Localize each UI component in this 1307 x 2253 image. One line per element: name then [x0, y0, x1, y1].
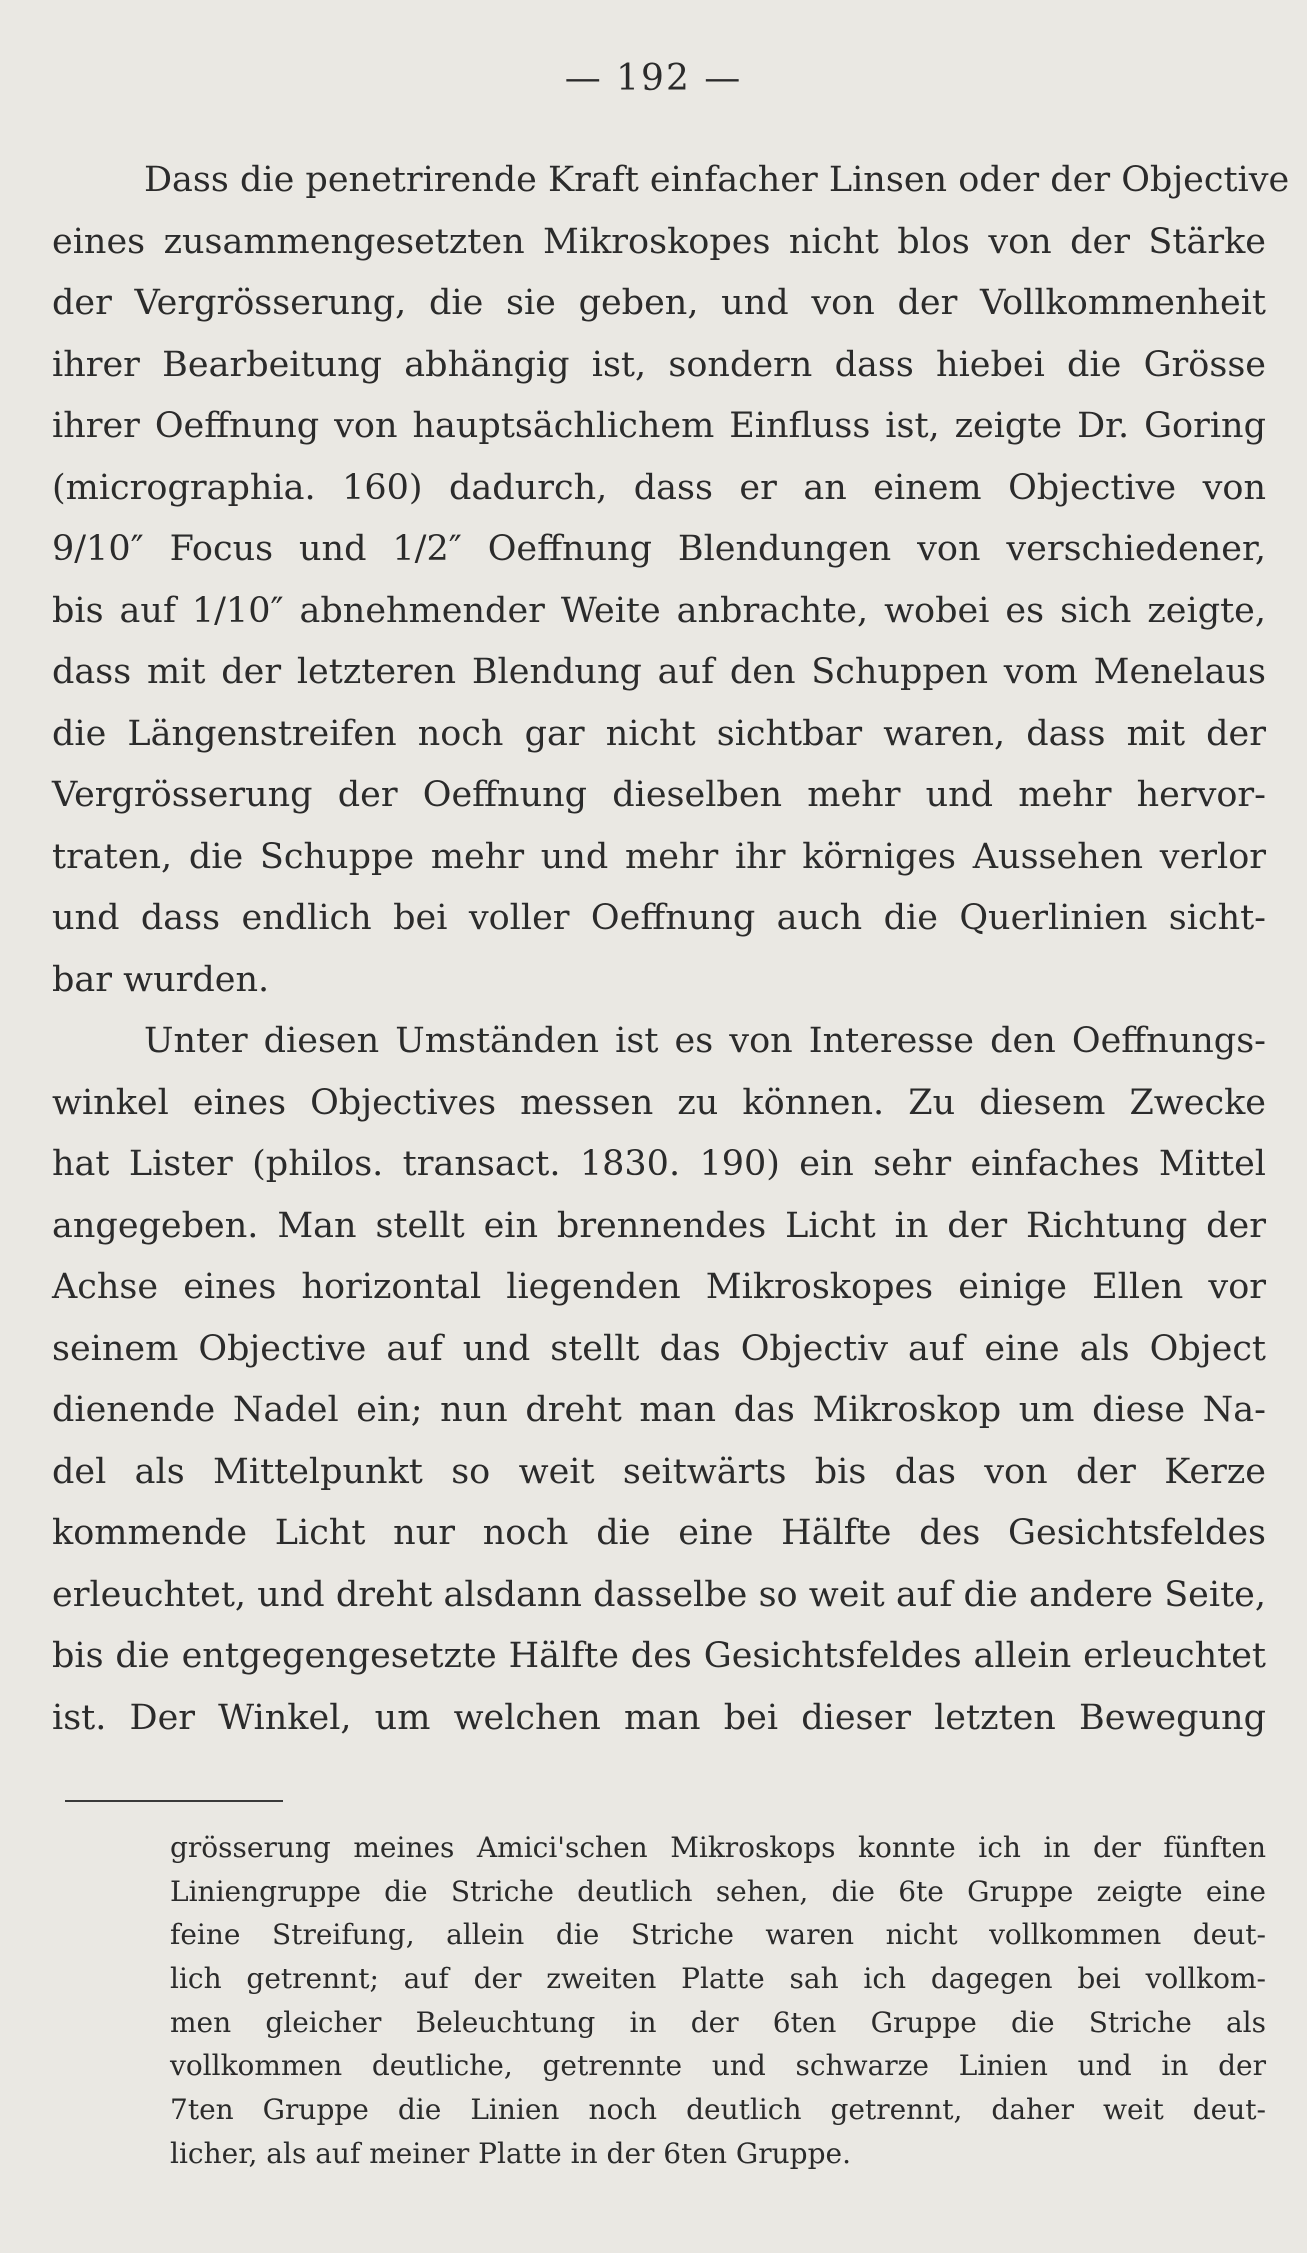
- text-line: Dass die penetrirende Kraft einfacher Linsen oder der Objective: [144, 160, 1290, 200]
- text-line: bar wurden.: [52, 959, 270, 1000]
- text-line: (micrographia. 160) dadurch, dass er an einem Objective von: [52, 467, 1266, 508]
- text-line: bis auf 1/10″ abnehmender Weite anbrachte, wobei es sich zeigte,: [52, 590, 1266, 631]
- text-line: dienende Nadel ein; nun dreht man das Mikroskop um diese Na-: [52, 1390, 1266, 1430]
- text-line: ihrer Oeffnung von hauptsächlichem Einfluss ist, zeigte Dr. Goring: [52, 406, 1266, 446]
- text-line: der Vergrösserung, die sie geben, und von der Vollkommenheit: [52, 283, 1266, 323]
- text-line: Unter diesen Umständen ist es von Interesse den Oeffnungs-: [144, 1021, 1266, 1061]
- footnote-line: lich getrennt; auf der zweiten Platte sah ich dagegen bei vollkom-: [170, 1962, 1266, 1996]
- text-line: ihrer Bearbeitung abhängig ist, sondern dass hiebei die Grösse: [52, 344, 1266, 385]
- footnote-line: licher, als auf meiner Platte in der 6ten Gruppe.: [170, 2136, 851, 2170]
- text-line: erleuchtet, und dreht alsdann dasselbe so weit auf die andere Seite,: [52, 1574, 1266, 1615]
- text-line: eines zusammengesetzten Mikroskopes nicht blos von der Stärke: [52, 221, 1266, 262]
- text-line: dass mit der letzteren Blendung auf den Schuppen vom Menelaus: [52, 652, 1266, 692]
- text-line: und dass endlich bei voller Oeffnung auch die Querlinien sicht-: [52, 898, 1266, 938]
- page-number: — 192 —: [564, 58, 743, 99]
- text-line: angegeben. Man stellt ein brennendes Licht in der Richtung der: [52, 1205, 1266, 1246]
- text-line: Vergrösserung der Oeffnung dieselben mehr und mehr hervor-: [52, 775, 1266, 815]
- text-line: die Längenstreifen noch gar nicht sichtbar waren, dass mit der: [52, 713, 1266, 754]
- footnote-line: feine Streifung, allein die Striche waren nicht vollkommen deut-: [170, 1918, 1266, 1952]
- text-line: seinem Objective auf und stellt das Objectiv auf eine als Object: [52, 1328, 1266, 1369]
- text-line: Achse eines horizontal liegenden Mikroskopes einige Ellen vor: [52, 1267, 1266, 1307]
- text-line: ist. Der Winkel, um welchen man bei dieser letzten Bewegung: [52, 1697, 1266, 1738]
- text-line: bis die entgegengesetzte Hälfte des Gesichtsfeldes allein erleuchtet: [52, 1636, 1266, 1676]
- footnote-line: vollkommen deutliche, getrennte und schwarze Linien und in der: [170, 2049, 1266, 2083]
- footnote-line: men gleicher Beleuchtung in der 6ten Gruppe die Striche als: [170, 2005, 1266, 2039]
- text-line: 9/10″ Focus und 1/2″ Oeffnung Blendungen von verschiedener,: [52, 529, 1266, 569]
- text-line: winkel eines Objectives messen zu können. Zu diesem Zwecke: [52, 1082, 1266, 1123]
- main-text-block: [52, 150, 1290, 1749]
- footnote-block: [170, 1826, 1266, 2176]
- footnote-line: Liniengruppe die Striche deutlich sehen, die 6te Gruppe zeigte eine: [170, 1874, 1266, 1908]
- footnote-line: 7ten Gruppe die Linien noch deutlich getrennt, daher weit deut-: [170, 2093, 1266, 2127]
- text-line: traten, die Schuppe mehr und mehr ihr körniges Aussehen verlor: [52, 836, 1266, 877]
- text-line: del als Mittelpunkt so weit seitwärts bis das von der Kerze: [52, 1451, 1266, 1492]
- footnote-line: grösserung meines Amici'schen Mikroskops konnte ich in der fünften: [170, 1831, 1266, 1864]
- footnote-divider: [65, 1800, 283, 1802]
- text-line: kommende Licht nur noch die eine Hälfte des Gesichtsfeldes: [52, 1513, 1266, 1553]
- text-line: hat Lister (philos. transact. 1830. 190) ein sehr einfaches Mittel: [52, 1144, 1266, 1184]
